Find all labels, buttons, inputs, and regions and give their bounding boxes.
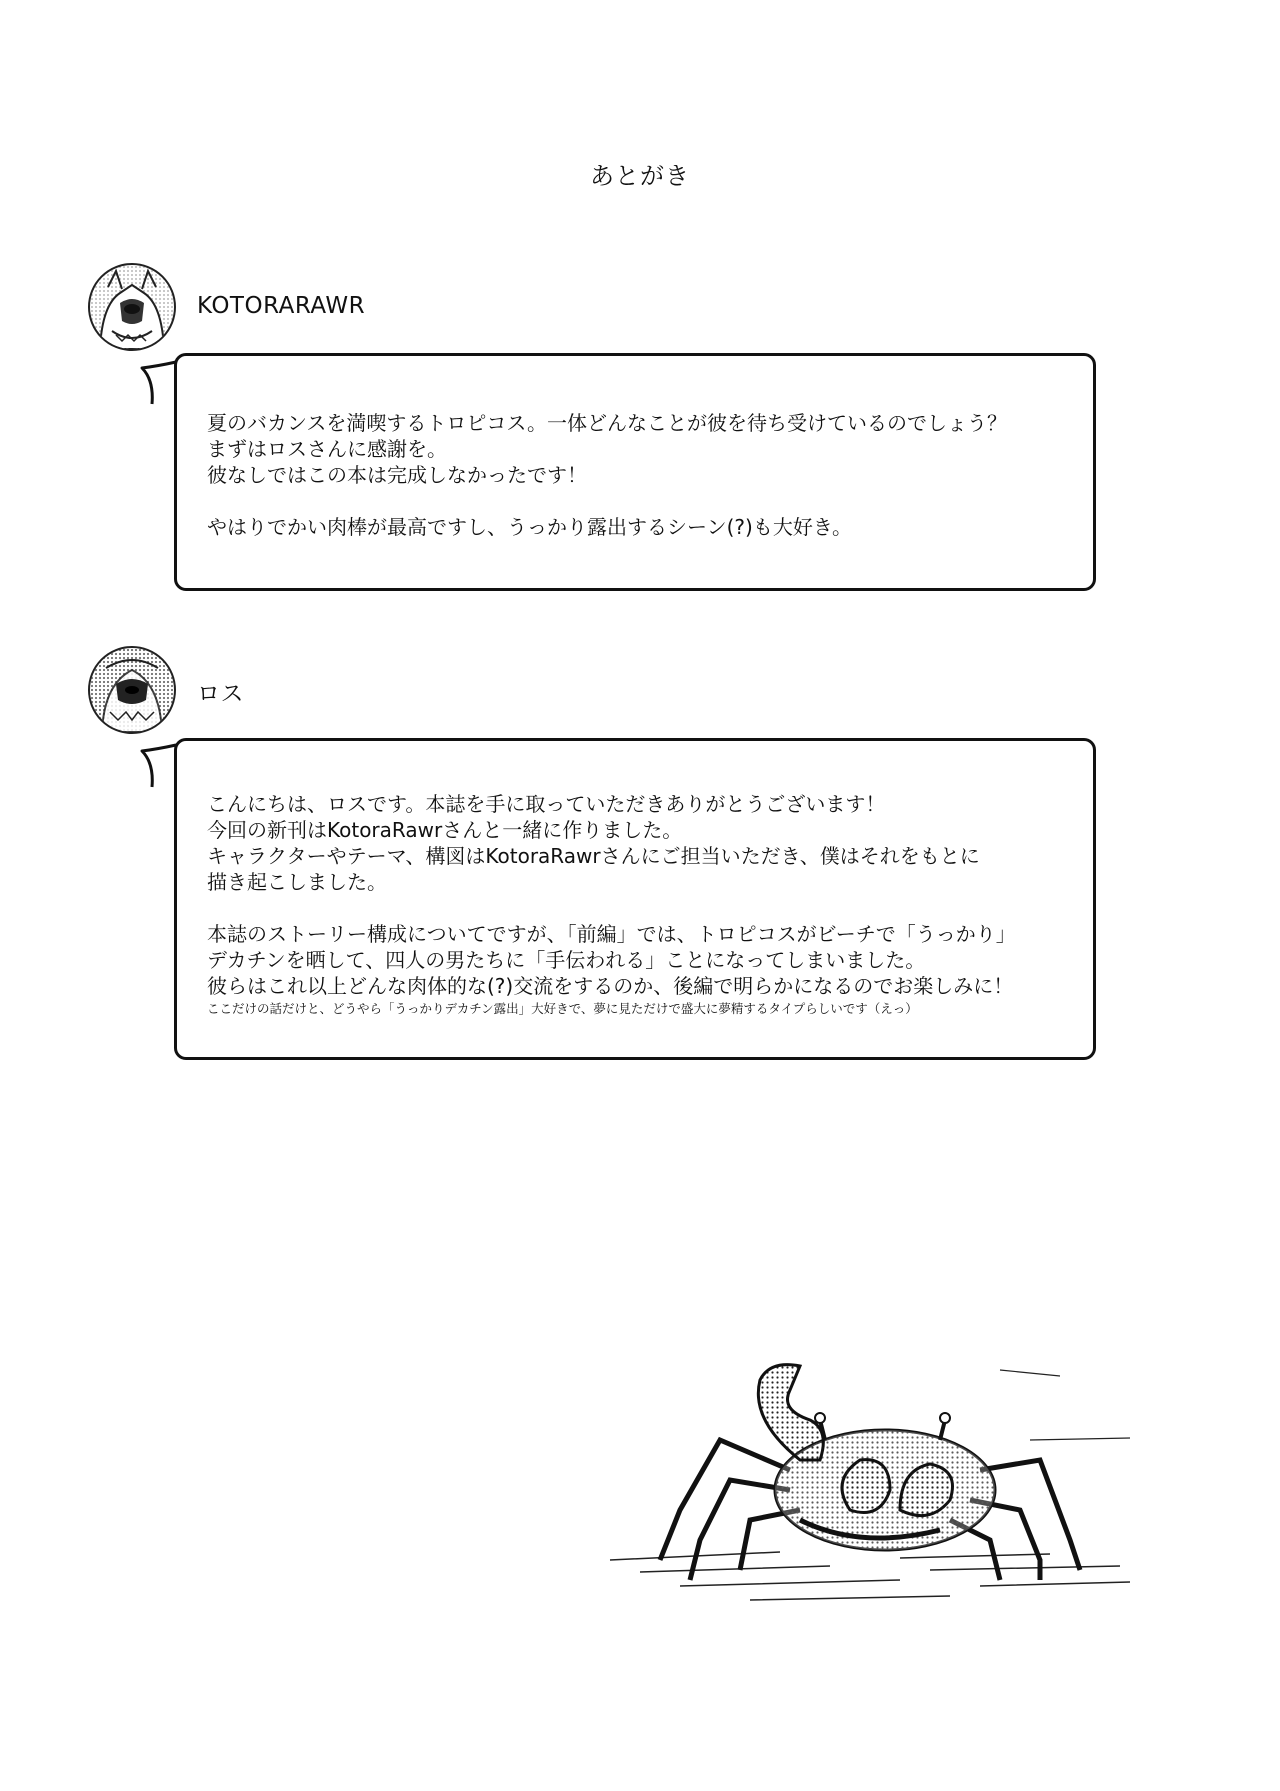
speech-bubble-kotorarawr: [174, 353, 1096, 591]
avatar-ross: [88, 646, 176, 734]
bubble-line: キャラクターやテーマ、構図はKotoraRawrさんにご担当いただき、僕はそれをもとに: [207, 844, 980, 868]
bubble-line: まずはロスさんに感謝を。: [207, 437, 447, 461]
author-name-kotorarawr: KOTORARAWR: [197, 293, 366, 319]
bubble-line: やはりでかい肉棒が最高ですし、うっかり露出するシーン(?)も大好き。: [207, 515, 853, 539]
author-name-ross: ロス: [197, 681, 244, 707]
speech-bubble-ross: [174, 738, 1096, 1060]
avatar-kotorarawr: [88, 263, 176, 351]
bubble-footnote: ここだけの話だけと、どうやら「うっかりデカチン露出」大好きで、夢に見ただけで盛大に夢精するタイプらしいです（えっ）: [207, 1001, 918, 1016]
bubble-line: 夏のバカンスを満喫するトロピコス。一体どんなことが彼を待ち受けているのでしょう？: [207, 411, 1007, 435]
page-title: あとがき: [590, 162, 690, 190]
bubble-line: 彼なしではこの本は完成しなかったです！: [207, 463, 587, 487]
bubble-line: 彼らはこれ以上どんな肉体的な(?)交流をするのか、後編で明らかになるのでお楽しみに！: [207, 974, 1014, 998]
crab-illustration: [600, 1360, 1140, 1620]
bubble-line: デカチンを晒して、四人の男たちに「手伝われる」ことになってしまいました。: [207, 948, 926, 972]
bubble-line: こんにちは、ロスです。本誌を手に取っていただきありがとうございます！: [207, 792, 886, 816]
bubble-line: 本誌のストーリー構成についてですが、「前編」では、トロピコスがビーチで「うっかり」: [207, 922, 1016, 946]
bubble-line: 描き起こしました。: [207, 870, 387, 894]
bubble-line: 今回の新刊はKotoraRawrさんと一緒に作りました。: [207, 818, 683, 842]
